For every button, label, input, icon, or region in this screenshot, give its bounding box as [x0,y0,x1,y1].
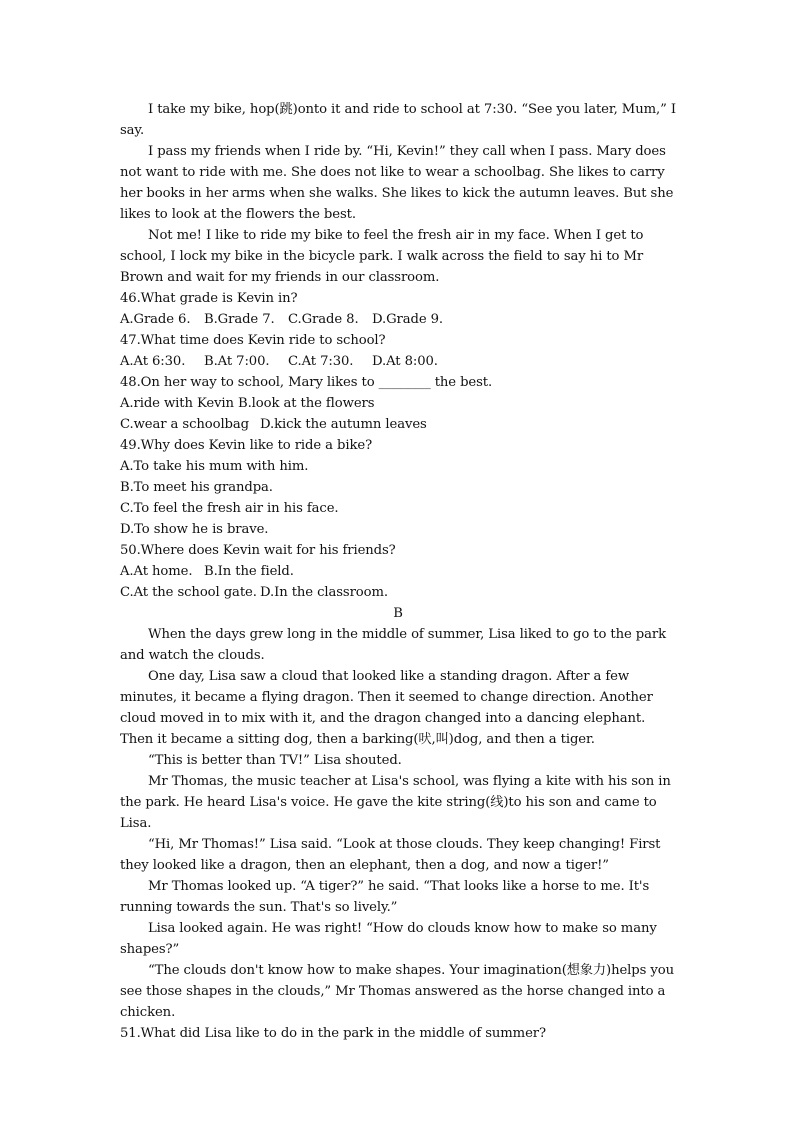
question-49: 49.Why does Kevin like to ride a bike? [120,438,373,453]
passage-b-paragraph-1: When the days grew long in the middle of summer, Lisa liked to go to the park and watch the clouds. [120,627,666,663]
option-50-d: D.In the classroom. [260,585,388,600]
option-46-b: B.Grade 7. [204,312,275,327]
question-48: 48.On her way to school, Mary likes to ________ the best. [120,375,493,390]
passage-b-paragraph-4: Mr Thomas, the music teacher at Lisa's school, was flying a kite with his son in the park. He heard Lisa's voice. He gave the kite string(线)to his son and came to Lisa. [120,774,671,831]
document-content [120,99,676,1044]
option-50-c: C.At the school gate. [120,585,257,600]
passage-a-paragraph-1: I take my bike, hop(跳)onto it and ride to school at 7:30. “See you later, Mum,” I say. [120,102,676,138]
passage-b-paragraph-2: One day, Lisa saw a cloud that looked like a standing dragon. After a few minutes, it became a flying dragon. Then it seemed to change direction. Another cloud moved in to mix with it, and the dragon changed into a dancing elephant. Then it became a sitting dog, then a barking(吠,叫)dog, and then a tiger. [120,669,653,747]
question-48-options-row-1 [120,393,676,414]
passage-b-paragraph-6: Mr Thomas looked up. “A tiger?” he said. “That looks like a horse to me. It's running towards the sun. That's so lively.” [120,879,650,915]
option-46-d: D.Grade 9. [372,312,444,327]
question-46-options [120,309,676,330]
passage-a-paragraph-2: I pass my friends when I ride by. “Hi, Kevin!” they call when I pass. Mary does not want to ride with me. She does not like to wear a schoolbag. She likes to carry her books in her arms when she walks. She likes to kick the autumn leaves. But she likes to look at the flowers the best. [120,144,674,222]
option-47-a: A.At 6:30. [120,354,186,369]
option-50-b: B.In the field. [204,564,294,579]
question-47: 47.What time does Kevin ride to school? [120,333,386,348]
question-51: 51.What did Lisa like to do in the park in the middle of summer? [120,1026,546,1041]
option-48-a: A.ride with Kevin [120,396,234,411]
option-47-c: C.At 7:30. [288,354,354,369]
passage-b-paragraph-5: “Hi, Mr Thomas!” Lisa said. “Look at those clouds. They keep changing! First they looked like a dragon, then an elephant, then a dog, and now a tiger!” [120,837,661,873]
option-46-a: A.Grade 6. [120,312,191,327]
question-47-options [120,351,676,372]
option-46-c: C.Grade 8. [288,312,359,327]
question-48-options-row-2 [120,414,676,435]
section-b-heading: B [393,606,403,621]
option-47-d: D.At 8:00. [372,354,438,369]
passage-b-paragraph-7: Lisa looked again. He was right! “How do clouds know how to make so many shapes?” [120,921,657,957]
option-49-b: B.To meet his grandpa. [120,480,273,495]
question-50-options-row-2 [120,582,676,603]
option-49-c: C.To feel the fresh air in his face. [120,501,339,516]
option-48-b: B.look at the flowers [238,396,375,411]
question-50: 50.Where does Kevin wait for his friends? [120,543,396,558]
question-50-options-row-1 [120,561,676,582]
option-50-a: A.At home. [120,564,193,579]
passage-b-paragraph-3: “This is better than TV!” Lisa shouted. [148,753,402,768]
option-48-c: C.wear a schoolbag [120,417,250,432]
option-49-a: A.To take his mum with him. [120,459,309,474]
passage-b-paragraph-8: “The clouds don't know how to make shapes. Your imagination(想象力)helps you see those shapes in the clouds,” Mr Thomas answered as the horse changed into a chicken. [120,963,674,1020]
option-48-d: D.kick the autumn leaves [260,417,427,432]
option-49-d: D.To show he is brave. [120,522,269,537]
passage-a-paragraph-3: Not me! I like to ride my bike to feel the fresh air in my face. When I get to school, I lock my bike in the bicycle park. I walk across the field to say hi to Mr Brown and wait for my friends in our classroom. [120,228,644,285]
option-47-b: B.At 7:00. [204,354,270,369]
question-46: 46.What grade is Kevin in? [120,291,298,306]
